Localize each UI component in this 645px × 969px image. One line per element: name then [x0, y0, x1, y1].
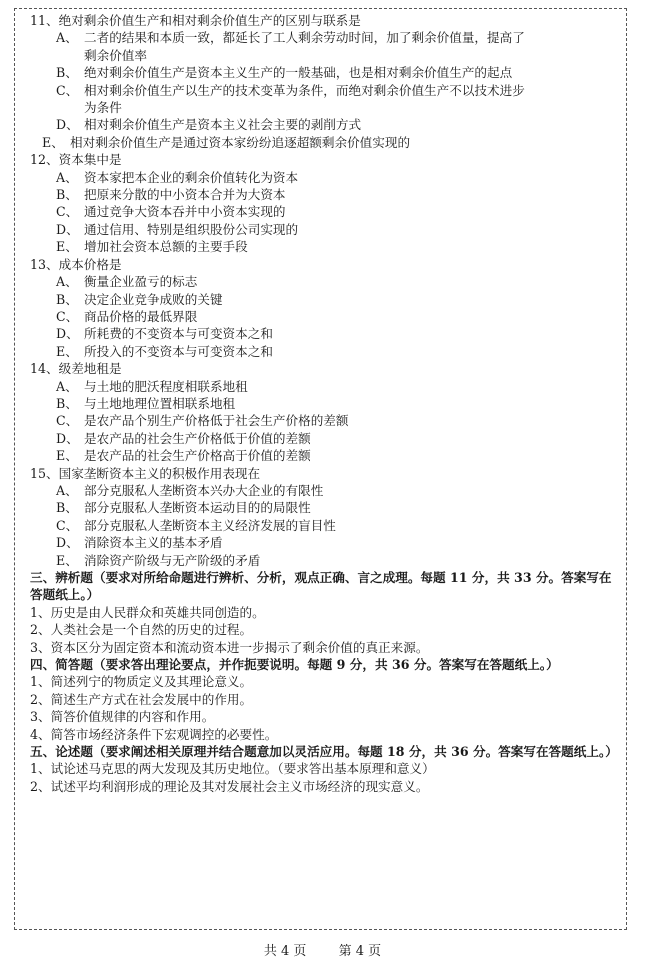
question-15-option-a: A、 部分克服私人垄断资本兴办大企业的有限性 [56, 482, 324, 498]
question-15-stem: 15、国家垄断资本主义的积极作用表现在 [30, 465, 261, 481]
question-15-option-c: C、 部分克服私人垄断资本主义经济发展的盲目性 [56, 517, 336, 533]
question-15-option-b: B、 部分克服私人垄断资本运动目的的局限性 [56, 500, 311, 516]
question-11-option-c-cont: 为条件 [84, 100, 122, 116]
question-13-stem: 13、成本价格是 [30, 256, 122, 272]
section-5-item: 2、试述平均利润形成的理论及其对发展社会主义市场经济的现实意义。 [30, 778, 429, 794]
question-12-stem: 12、资本集中是 [30, 152, 122, 168]
question-11-option-c: C、 相对剩余价值生产以生产的技术变革为条件，而绝对剩余价值生产不以技术进步 [56, 82, 525, 98]
current-page: 第 4 页 [338, 944, 382, 959]
question-13-option-e: E、 所投入的不变资本与可变资本之和 [56, 343, 273, 359]
question-15-option-e: E、 消除资产阶级与无产阶级的矛盾 [56, 552, 261, 568]
section-3-item: 3、资本区分为固定资本和流动资本进一步揭示了剩余价值的真正来源。 [30, 639, 429, 655]
question-11-option-d: D、 相对剩余价值生产是资本主义社会主要的剥削方式 [56, 117, 362, 133]
section-4-item: 3、简答价值规律的内容和作用。 [30, 709, 215, 725]
section-5-heading: 五、论述题（要求阐述相关原理并结合题意加以灵活应用。每题 18 分，共 36 分。答案写在答题纸上。） [30, 744, 618, 760]
question-11-option-a: A、 二者的结果和本质一致，都延长了工人剩余劳动时间，加了剩余价值量，提高了 [56, 30, 525, 46]
section-3-item: 1、历史是由人民群众和英雄共同创造的。 [30, 604, 265, 620]
section-4-item: 4、简答市场经济条件下宏观调控的必要性。 [30, 726, 278, 742]
question-13-option-a: A、 衡量企业盈亏的标志 [56, 274, 198, 290]
section-4-item: 1、简述列宁的物质定义及其理论意义。 [30, 674, 253, 690]
question-11-stem: 11、绝对剩余价值生产和相对剩余价值生产的区别与联系是 [30, 13, 361, 28]
question-14-stem: 14、级差地租是 [30, 361, 122, 377]
question-13-option-d: D、 所耗费的不变资本与可变资本之和 [56, 326, 273, 342]
question-11-option-b: B、 绝对剩余价值生产是资本主义生产的一般基础，也是相对剩余价值生产的起点 [56, 65, 513, 81]
total-pages: 共 4 页 [263, 944, 307, 959]
question-14-option-d: D、 是农产品的社会生产价格低于价值的差额 [56, 430, 311, 446]
question-15-option-d: D、 消除资本主义的基本矛盾 [56, 535, 223, 551]
section-3-item: 2、人类社会是一个自然的历史的过程。 [30, 622, 253, 638]
section-5-item: 1、试论述马克思的两大发现及其历史地位。（要求答出基本原理和意义） [30, 761, 435, 777]
question-13-option-b: B、 决定企业竞争成败的关键 [56, 291, 223, 307]
section-4-item: 2、简述生产方式在社会发展中的作用。 [30, 691, 253, 707]
question-14-option-b: B、 与土地地理位置相联系地租 [56, 395, 236, 411]
question-12-option-a: A、 资本家把本企业的剩余价值转化为资本 [56, 169, 299, 185]
question-12-option-e: E、 增加社会资本总额的主要手段 [56, 239, 248, 255]
exam-content [30, 12, 620, 795]
question-14-option-e: E、 是农产品的社会生产价格高于价值的差额 [56, 448, 311, 464]
section-4-heading: 四、简答题（要求答出理论要点，并作扼要说明。每题 9 分，共 36 分。答案写在答题纸上。） [30, 657, 559, 673]
question-11-option-e: E、 相对剩余价值生产是通过资本家纷纷追逐超额剩余价值实现的 [42, 134, 411, 150]
section-3-heading: 三、辨析题（要求对所给命题进行辨析、分析，观点正确、言之成理。每题 11 分，共 33 分。答案写在答题纸上。） [30, 570, 612, 603]
question-14-option-c: C、 是农产品个别生产价格低于社会生产价格的差额 [56, 413, 349, 429]
question-14-option-a: A、 与土地的肥沃程度相联系地租 [56, 378, 248, 394]
question-12-option-b: B、 把原来分散的中小资本合并为大资本 [56, 187, 286, 203]
page-footer [0, 940, 645, 959]
question-11-option-a-cont: 剩余价值率 [84, 47, 147, 63]
question-13-option-c: C、 商品价格的最低界限 [56, 308, 198, 324]
question-12-option-c: C、 通过竞争大资本吞并中小资本实现的 [56, 204, 286, 220]
question-12-option-d: D、 通过信用、特别是组织股份公司实现的 [56, 221, 299, 237]
